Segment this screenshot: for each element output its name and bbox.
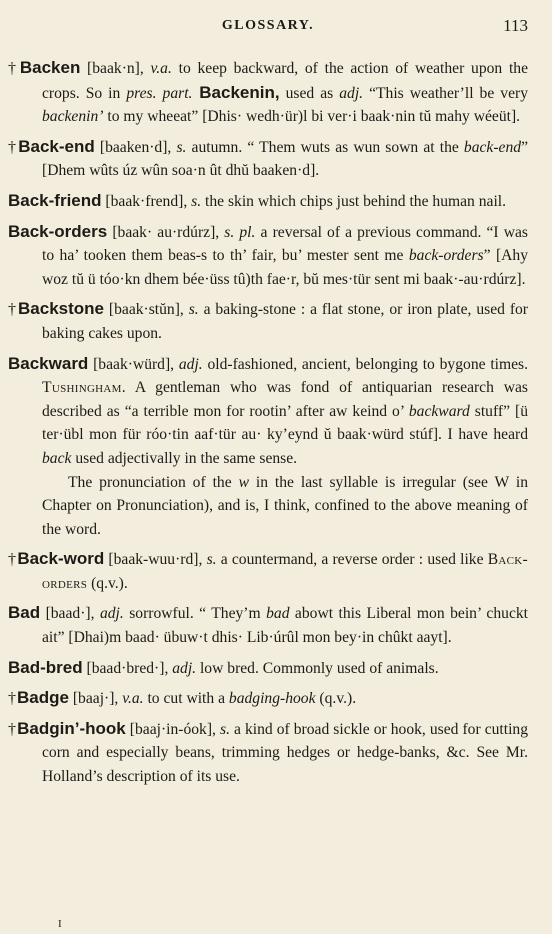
definition-text: a reversal of a previous command. “I was to ha’ tooken them beas-s to th’ fair, bu’ mester sent me bbox=[42, 223, 528, 265]
definition-text: autumn. “ Them wuts as wun sown at the bbox=[186, 138, 464, 156]
entry-back-word bbox=[8, 547, 528, 595]
example-word: bad bbox=[266, 605, 290, 623]
pronunciation: [baak·n], bbox=[80, 60, 151, 77]
definition-text: a kind of broad sickle or hook, used for cutting corn and especially beans, trimming hedges or hedge-banks, &c. See Mr. Holland’s description of its use. bbox=[42, 720, 528, 786]
headword: Badgin’-hook bbox=[17, 718, 126, 738]
entry-backstone bbox=[8, 297, 528, 345]
headword: Backen bbox=[19, 58, 81, 77]
entry-backen bbox=[8, 56, 528, 129]
continuation-paragraph bbox=[42, 471, 528, 542]
definition-text: stuff” [ü ter·übl mon für róo·tin aaf·tür au· ky’eynd ŭ baak·würd stúf]. I have heard bbox=[42, 402, 528, 444]
definition-text: used as bbox=[279, 84, 340, 102]
entry-back-end bbox=[8, 135, 528, 183]
definition-text: sorrowful. “ They’m bbox=[123, 605, 267, 623]
entry-back-orders bbox=[8, 220, 528, 292]
definition-text: to cut with a bbox=[143, 690, 229, 708]
dagger-mark: † bbox=[8, 138, 18, 156]
pronunciation: [baad·bred·], bbox=[82, 659, 173, 677]
part-of-speech: adj. bbox=[172, 659, 197, 677]
example-word: back-orders bbox=[408, 247, 484, 265]
entry-back-friend bbox=[8, 189, 528, 214]
definition-text: to keep backward, of the action of weather upon the crops. So in bbox=[42, 60, 529, 102]
definition-text: The pronunciation of the bbox=[68, 473, 239, 491]
dagger-mark: † bbox=[8, 551, 17, 569]
entry-badge bbox=[8, 686, 528, 711]
definition-text: (q.v.). bbox=[315, 690, 357, 708]
page-number: 113 bbox=[503, 16, 528, 35]
definition-text: to my wheeat” [Dhis· wedh·ür)l bi ver·i baak·nin tŭ mahy wéeüt]. bbox=[103, 108, 521, 126]
headword: Badge bbox=[17, 688, 69, 708]
headword: Backstone bbox=[18, 299, 104, 319]
definition-text: used adjectivally in the same sense. bbox=[71, 449, 298, 467]
definition-text: old-fashioned, ancient, belonging to bygone times. bbox=[202, 355, 528, 373]
definition-text: in the last syllable is irregular (see W in Chapter on Pronunciation), and is, I think, confined to the above meaning of the word. bbox=[42, 473, 528, 538]
source-citation: Tushingham. bbox=[42, 379, 126, 397]
definition-text: the skin which chips just behind the human nail. bbox=[201, 192, 507, 210]
part-of-speech: s. bbox=[191, 192, 202, 210]
definition-text: a baking-stone : a flat stone, or iron plate, used for baking cakes upon. bbox=[42, 301, 529, 342]
example-word: back-end bbox=[463, 138, 522, 156]
part-of-speech: s. pl. bbox=[224, 223, 256, 241]
part-of-speech: v.a. bbox=[122, 690, 144, 708]
pronunciation: [baak· au·rdúrz], bbox=[107, 223, 225, 241]
definition-text: a countermand, a reverse order : used like bbox=[216, 551, 488, 569]
pronunciation: [baaken·d], bbox=[94, 138, 177, 156]
grammar-note: pres. part. bbox=[126, 84, 193, 102]
headword: Bad bbox=[8, 603, 41, 623]
definition-text: (q.v.). bbox=[87, 574, 128, 592]
dagger-mark: † bbox=[8, 720, 17, 738]
definition-text: abowt this Liberal mon bein’ chuckt ait” [Dhai)m baad· übuw·t dhis· Lib·úrûl mon bey·in chûkt aayt]. bbox=[42, 605, 528, 647]
example-word: badging-hook bbox=[228, 690, 316, 708]
part-of-speech: v.a. bbox=[150, 60, 172, 77]
pronunciation: [baad·], bbox=[40, 605, 100, 623]
pronunciation: [baak-wuu·rd], bbox=[104, 551, 207, 569]
pronunciation: [baak·stŭn], bbox=[104, 301, 189, 319]
dagger-mark: † bbox=[8, 690, 16, 708]
example-word: back bbox=[42, 449, 72, 467]
definition-text: ” [Dhem wûts úz wûn soa·n ût dhŭ baaken·d]. bbox=[42, 138, 528, 180]
page-title: GLOSSARY. bbox=[221, 18, 315, 33]
part-of-speech: s. bbox=[176, 138, 187, 156]
headword: Backward bbox=[8, 353, 89, 373]
entry-backward bbox=[8, 352, 528, 542]
headword: Back-friend bbox=[8, 190, 102, 210]
headword: Back-word bbox=[17, 549, 105, 569]
glossary-entries bbox=[8, 56, 528, 789]
grammar-note: adj. bbox=[339, 84, 364, 102]
definition-text: “This weather’ll be very bbox=[363, 84, 528, 102]
pronunciation: [baaj·], bbox=[68, 690, 123, 708]
example-word: backward bbox=[408, 402, 470, 420]
dagger-mark: † bbox=[8, 60, 19, 77]
entry-bad-bred bbox=[8, 656, 528, 681]
definition-text: ” [Ahy woz tŭ ü tóo·kn dhem bée·üss tû)th fae·r, bŭ mes·tür sent mi baak·-au·rdúrz]. bbox=[42, 247, 528, 288]
part-of-speech: s. bbox=[206, 551, 217, 569]
definition-text: low bred. Commonly used of animals. bbox=[196, 659, 439, 677]
headword: Back-orders bbox=[8, 221, 108, 241]
example-letter: w bbox=[238, 473, 249, 491]
headword: Back-end bbox=[18, 136, 95, 156]
entry-badgin-hook bbox=[8, 717, 528, 789]
part-of-speech: s. bbox=[188, 301, 199, 319]
part-of-speech: s. bbox=[220, 720, 230, 738]
headword: Bad-bred bbox=[8, 657, 83, 677]
cross-reference: Back-orders bbox=[42, 551, 529, 592]
definition-text: A gentleman who was fond of antiquarian research was described as “a terrible mon for rootin’ after aw keind o’ bbox=[42, 379, 528, 420]
pronunciation: [baak·frend], bbox=[101, 192, 192, 210]
part-of-speech: adj. bbox=[99, 605, 124, 623]
printer-signature-mark: I bbox=[58, 918, 62, 930]
pronunciation: [baak·würd], bbox=[88, 355, 179, 373]
running-head bbox=[8, 14, 528, 40]
part-of-speech: adj. bbox=[178, 355, 203, 373]
pronunciation: [baaj·in-óok], bbox=[125, 720, 220, 738]
dagger-mark: † bbox=[8, 301, 18, 319]
entry-bad bbox=[8, 601, 528, 649]
example-word: backenin’ bbox=[42, 108, 104, 126]
derived-headword: Backenin, bbox=[192, 82, 280, 102]
